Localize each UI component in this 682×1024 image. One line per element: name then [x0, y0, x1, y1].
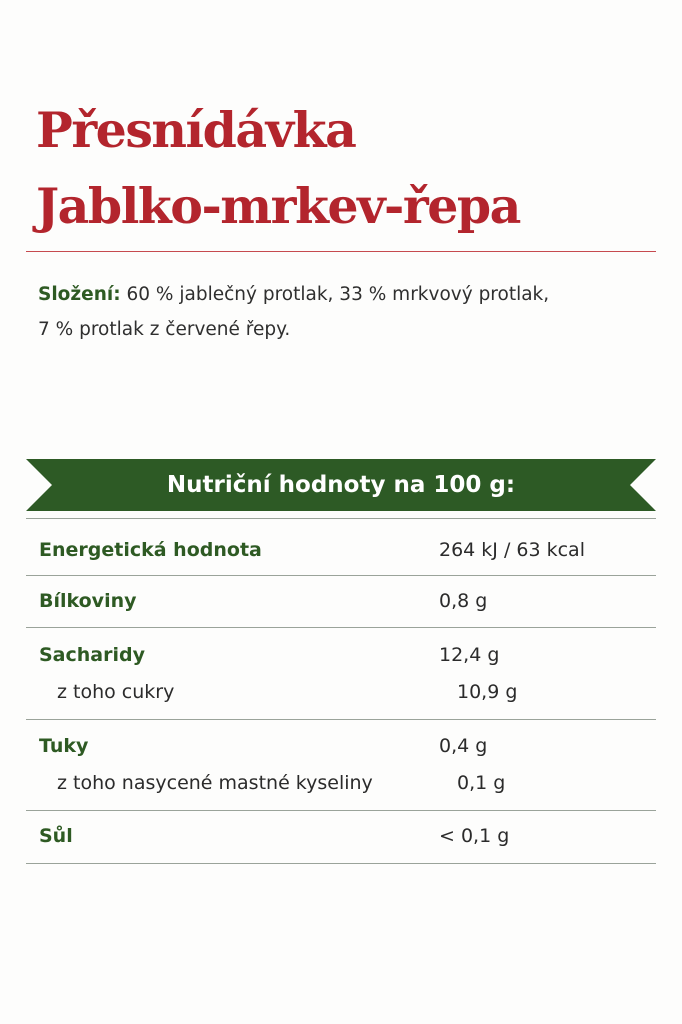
composition-line-1: 60 % jablečný protlak, 33 % mrkvový protlak, [120, 284, 550, 305]
nutrient-label: Sacharidy [39, 643, 145, 666]
nutrition-row-fat [26, 720, 656, 811]
nutrition-banner [26, 459, 656, 511]
nutrient-label: Tuky [39, 734, 89, 757]
nutrient-sub-label: z toho cukry [57, 680, 175, 703]
nutrient-value: 0,8 g [439, 589, 488, 612]
nutrient-sub-value: 10,9 g [457, 680, 518, 703]
table-top-divider [26, 518, 656, 519]
table-row [26, 582, 656, 619]
table-row [26, 817, 656, 854]
composition-line-2: 7 % protlak z červené řepy. [38, 319, 291, 340]
nutrition-row-energy [26, 527, 656, 576]
title-divider [26, 251, 656, 252]
composition-text [38, 277, 638, 347]
product-title-line-2: Jablko-mrkev-řepa [36, 177, 520, 235]
composition-label: Složení: [38, 284, 121, 305]
table-row [26, 727, 656, 764]
nutrition-row-carbohydrates [26, 628, 656, 720]
product-title-line-1: Přesnídávka [36, 101, 356, 159]
nutrient-label: Bílkoviny [39, 589, 137, 612]
nutrient-sub-value: 0,1 g [457, 771, 506, 794]
nutrient-value: 0,4 g [439, 734, 488, 757]
nutrition-table [26, 527, 656, 864]
nutrition-heading: Nutriční hodnoty na 100 g: [166, 472, 516, 498]
table-subrow [26, 673, 656, 710]
table-row [26, 531, 656, 568]
table-row [26, 636, 656, 673]
nutrition-row-salt [26, 811, 656, 864]
nutrient-value: 264 kJ / 63 kcal [439, 538, 585, 561]
nutrient-sub-label: z toho nasycené mastné kyseliny [57, 771, 373, 794]
table-subrow [26, 764, 656, 801]
nutrition-row-protein [26, 576, 656, 628]
nutrient-value: < 0,1 g [439, 824, 510, 847]
product-title [36, 92, 656, 244]
nutrient-label: Sůl [39, 824, 73, 847]
nutrient-label: Energetická hodnota [39, 538, 262, 561]
nutrient-value: 12,4 g [439, 643, 500, 666]
